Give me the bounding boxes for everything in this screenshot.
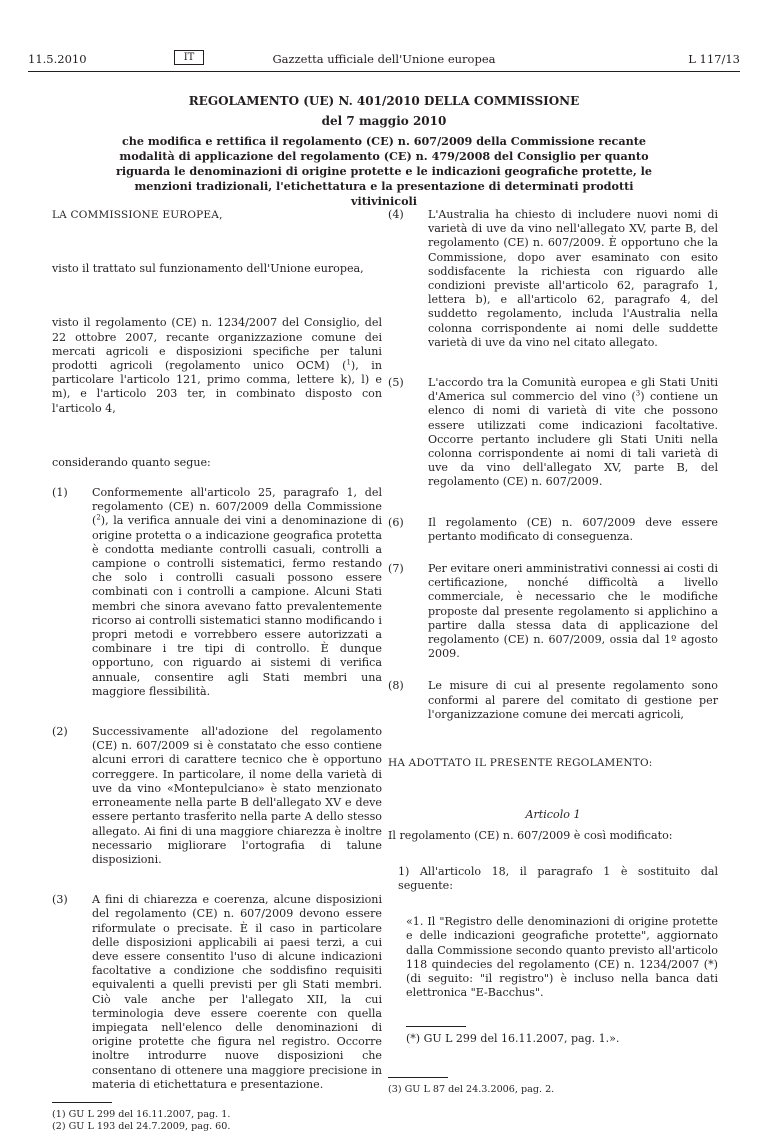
recital-5: (5) L'accordo tra la Comunità europea e gli Stati Uniti d'America sul commercio del vino ($^3$) contiene un elenco di nomi di varietà di vite che possono essere utilizzati come indicazioni facoltative. Occorre pertanto includere gli Stati Uniti nella colonna corrispondente ai nomi di tali varietà di uve da vino dell'allegato XV, parte B, del regolamento (CE) n. 607/2009. [388,376,718,489]
footnote-rule-right [388,1077,448,1078]
amendment-quote: «1. Il "Registro delle denominazioni di origine protette e delle indicazioni geografiche protette", aggiornato dalla Commissione secondo quanto previsto all'articolo 118 quindecies del regolamento (CE) n. 1234/2007 (*) (di seguito: "il registro") è incluso nella banca dati elettronica "E-Bacchus". [406,915,718,1000]
footnote-2: (2) GU L 193 del 24.7.2009, pag. 60. [52,1120,231,1132]
recital-1: (1) Conformemente all'articolo 25, paragrafo 1, del regolamento (CE) n. 607/2009 della Commissione ($^2$), la verifica annuale dei vini a denominazione di origine protetta o a indicazione geografica protetta è condotta mediante controlli casuali, controlli a campione o controlli sistematici, fermo restando che solo i controlli casuali possono essere combinati con i controlli a campione. Alcuni Stati membri che sinora avevano fatto prevalentemente ricorso ai controlli sistematici stanno modificando i propri metodi e vorrebbero essere autorizzati a combinare i tre tipi di controllo. È dunque opportuno, con riguardo ai sistemi di verifica annuale, consentire agli Stati membri una maggiore flessibilità. [52,486,382,698]
regulation-subtitle: che modifica e rettifica il regolamento (CE) n. 607/2009 della Commissione recante modalità di applicazione del regolamento (CE) n. 479/2008 del Consiglio per quanto riguarda le denominazioni di origine protette e le indicazioni geografiche protette, le menzioni tradizionali, l'etichettatura e la presentazione di determinati prodotti vitivinicoli [115,134,653,208]
regulation-title: REGOLAMENTO (UE) N. 401/2010 DELLA COMMISSIONE [188,94,580,108]
footnote-3: (3) GU L 87 del 24.3.2006, pag. 2. [388,1084,555,1096]
article-intro: Il regolamento (CE) n. 607/2009 è così modificato: [388,828,673,842]
right-column [388,208,718,1096]
page-header [28,50,740,70]
quote-footnote: (*) GU L 299 del 16.11.2007, pag. 1.». [406,1032,620,1046]
quote-footnote-rule [406,1026,466,1027]
recital-6: (6) Il regolamento (CE) n. 607/2009 deve essere pertanto modificato di conseguenza. [388,515,718,543]
considering-line: considerando quanto segue: [52,455,211,469]
treaty-citation: visto il trattato sul funzionamento dell'Unione europea, [52,262,364,276]
regulation-citation: visto il regolamento (CE) n. 1234/2007 del Consiglio, del 22 ottobre 2007, recante organizzazione comune dei mercati agricoli e disposizioni specifiche per taluni prodotti agricoli (regolamento unico OCM) ($^1$), in particolare l'articolo 121, primo comma, lettere k), l) e m), e l'articolo 203 ter, in combinato disposto con l'articolo 4, [52,316,382,415]
article-heading: Articolo 1 [525,808,581,822]
amendment-item-1: 1) All'articolo 18, il paragrafo 1 è sostituito dal seguente: [398,864,718,892]
regulation-date: del 7 maggio 2010 [321,114,447,128]
publication-date: 11.5.2010 [28,52,87,66]
left-column [52,208,382,1133]
quote-footnote-block [388,1026,718,1045]
recital-3: (3) A fini di chiarezza e coerenza, alcune disposizioni del regolamento (CE) n. 607/2009 devono essere riformulate o precisate. È il caso in particolare delle disposizioni applicabili ai paesi terzi, a cui deve essere consentito l'uso di alcune indicazioni facoltative a condizione che soddisfino requisiti equivalenti a quelli previsti per gli Stati membri. Ciò vale anche per l'allegato XII, la cui terminologia deve essere coerente con quella impiegata nell'elenco delle denominazioni di origine protette che figura nel registro. Occorre inoltre introdurre nuove disposizioni che consentano di ottenere una maggiore precisione in materia di etichettatura e presentazione. [52,893,382,1091]
institution-line: LA COMMISSIONE EUROPEA, [52,209,223,221]
journal-title: Gazzetta ufficiale dell'Unione europea [272,52,496,66]
footnote-rule [52,1102,112,1103]
footnote-1: (1) GU L 299 del 16.11.2007, pag. 1. [52,1108,231,1120]
recital-7: (7) Per evitare oneri amministrativi connessi ai costi di certificazione, nonché difficoltà a livello commerciale, è necessario che le modifiche proposte dal presente regolamento si applichino a partire dalla stessa data di applicazione del regolamento (CE) n. 607/2009, ossia dal 1º agosto 2009. [388,562,718,661]
page-reference: L 117/13 [688,52,740,66]
header-rule [28,71,740,72]
recital-4: (4) L'Australia ha chiesto di includere nuovi nomi di varietà di uve da vino nell'allegato XV, parte B, del regolamento (CE) n. 607/2009. È opportuno che la Commissione, dopo aver esaminato con esito soddisfacente la richiesta con riguardo alle condizioni previste all'articolo 62, paragrafo 1, lettera b), e all'articolo 62, paragrafo 4, del suddetto regolamento, includa l'Australia nella colonna corrispondente ai nomi delle suddette varietà di uve da vino nel citato allegato. [388,208,718,349]
language-badge: IT [174,50,204,65]
adoption-line: HA ADOTTATO IL PRESENTE REGOLAMENTO: [388,757,653,770]
recital-8: (8) Le misure di cui al presente regolamento sono conformi al parere del comitato di gestione per l'organizzazione comune dei mercati agricoli, [388,679,718,721]
recital-2: (2) Successivamente all'adozione del regolamento (CE) n. 607/2009 si è constatato che esso contiene alcuni errori di carattere tecnico che è opportuno correggere. In particolare, il nome della varietà di uve da vino «Montepulciano» è stato menzionato erroneamente nella parte B dell'allegato XV e deve essere pertanto trasferito nella parte A dello stesso allegato. Ai fini di una maggiore chiarezza è inoltre necessario migliorare l'ortografia di talune disposizioni. [52,725,382,866]
